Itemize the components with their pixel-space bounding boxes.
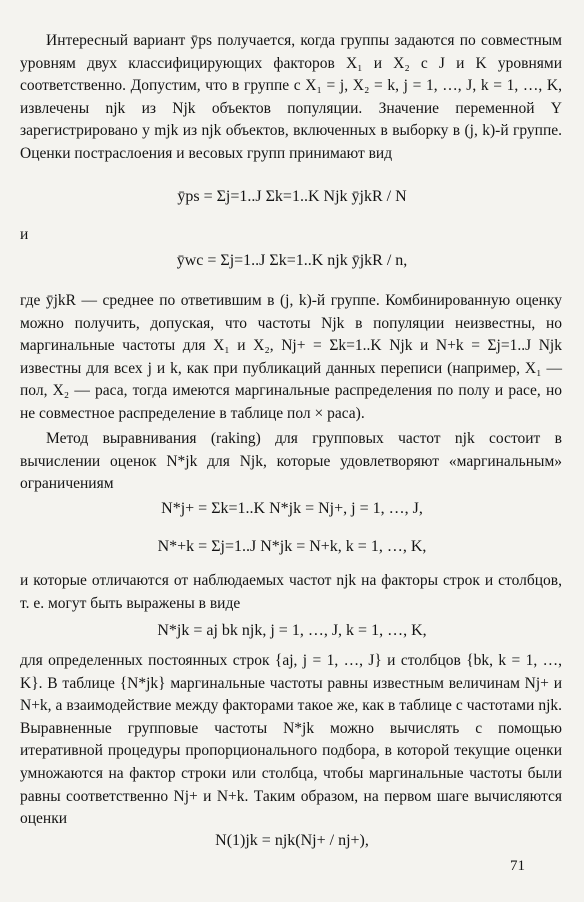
connector-word: и bbox=[20, 226, 29, 243]
paragraph-combined-estimate: где ȳjkR — среднее по ответившим в (j, k)-й группе. Комбинированную оценку можно получить, допуская, что частоты Njk в популяции неизвестны, но маргинальные частоты для X₁ и X₂, Nj+ = Σk=1..K Njk и N+k = Σj=1..J Njk известны для всех j и k, как при публикаций данных переписи (например, X₁ — пол, X₂ — раса, тогда имеются маргинальные распределения по полу и расе, но не совместное распределение в таблице пол × раса). bbox=[20, 292, 562, 422]
paragraph-factors: и которые отличаются от наблюдаемых частот njk на факторы строк и столбцов, т. е. могут быть выражены в виде bbox=[20, 572, 562, 612]
formula-poststratification: ȳps = Σj=1..J Σk=1..K Njk ȳjkR / N bbox=[177, 188, 407, 205]
paragraph-iterative-procedure: для определенных постоянных строк {aj, j = 1, …, J} и столбцов {bk, k = 1, …, K}. В таблице {N*jk} маргинальные частоты равны известным величинам Nj+ и N+k, а взаимодействие между факторами такое же, как в таблице с частотами njk. Выравненные групповые частоты N*jk можно вычислять с помощью итеративной процедуры пропорционального подбора, в которой текущие оценки умножаются на фактор строки или столбца, чтобы маргинальные частоты были равны соответственно Nj+ и N+k. Таким образом, на первом шаге вычисляются оценки bbox=[20, 652, 562, 828]
paragraph-intro: Интересный вариант ȳps получается, когда группы задаются по совместным уровням двух классифицирующих факторов X₁ и X₂ с J и K уровнями соответственно. Допустим, что в группе с X₁ = j, X₂ = k, j = 1, …, J, k = 1, …, K, извлечены njk из Njk объектов популяции. Значение переменной Y зарегистрировано у mjk из njk объектов, включенных в выборку в (j, k)-й группе. Оценки постраслоения и весовых групп принимают вид bbox=[20, 32, 562, 162]
formula-first-step: N(1)jk = njk(Nj+ / nj+), bbox=[215, 832, 369, 849]
paragraph-raking: Метод выравнивания (raking) для групповых частот njk состоит в вычислении оценок N*jk для Njk, которые удовлетворяют «маргинальным» ограничениям bbox=[20, 430, 562, 493]
formula-column-margin: N*+k = Σj=1..J N*jk = N+k, k = 1, …, K, bbox=[157, 538, 427, 555]
formula-row-margin: N*j+ = Σk=1..K N*jk = Nj+, j = 1, …, J, bbox=[161, 500, 423, 517]
page-number: 71 bbox=[510, 858, 525, 874]
formula-weighting-class: ȳwc = Σj=1..J Σk=1..K njk ȳjkR / n, bbox=[176, 252, 408, 269]
formula-product-form: N*jk = aj bk njk, j = 1, …, J, k = 1, …, K, bbox=[157, 622, 427, 639]
